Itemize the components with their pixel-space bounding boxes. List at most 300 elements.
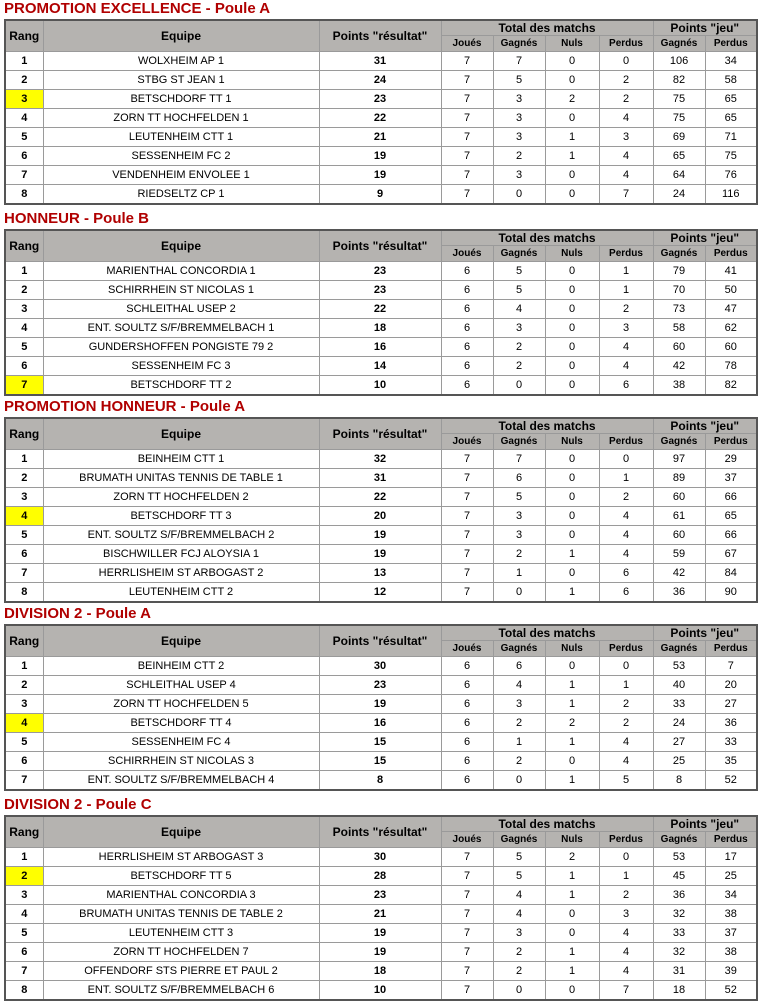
table-row xyxy=(5,147,757,166)
cell-perdus: 4 xyxy=(599,943,653,962)
cell-gagnes: 7 xyxy=(493,450,545,469)
cell-gagnes: 4 xyxy=(493,300,545,319)
cell-points: 22 xyxy=(319,488,441,507)
cell-jeu-perdus: 47 xyxy=(705,300,757,319)
table-header xyxy=(5,816,757,848)
header-rang: Rang xyxy=(5,625,43,657)
cell-points: 12 xyxy=(319,583,441,603)
cell-perdus: 6 xyxy=(599,564,653,583)
cell-rang: 5 xyxy=(5,924,43,943)
cell-gagnes: 1 xyxy=(493,564,545,583)
header-jeu-perdus: Perdus xyxy=(705,246,757,262)
cell-perdus: 1 xyxy=(599,676,653,695)
cell-perdus: 2 xyxy=(599,90,653,109)
cell-jeu-gagnes: 73 xyxy=(653,300,705,319)
cell-points: 19 xyxy=(319,526,441,545)
cell-perdus: 4 xyxy=(599,507,653,526)
cell-jeu-gagnes: 79 xyxy=(653,262,705,281)
table-row xyxy=(5,469,757,488)
cell-rang: 2 xyxy=(5,867,43,886)
cell-points: 19 xyxy=(319,695,441,714)
cell-jeu-gagnes: 106 xyxy=(653,52,705,71)
cell-rang: 7 xyxy=(5,564,43,583)
cell-jeu-gagnes: 25 xyxy=(653,752,705,771)
cell-gagnes: 3 xyxy=(493,924,545,943)
cell-joues: 7 xyxy=(441,109,493,128)
cell-jeu-gagnes: 97 xyxy=(653,450,705,469)
cell-gagnes: 0 xyxy=(493,185,545,205)
header-points-resultat: Points "résultat" xyxy=(319,418,441,450)
cell-jeu-gagnes: 82 xyxy=(653,71,705,90)
cell-perdus: 5 xyxy=(599,771,653,791)
header-jeu-perdus: Perdus xyxy=(705,641,757,657)
cell-equipe: RIEDSELTZ CP 1 xyxy=(43,185,319,205)
cell-rang: 3 xyxy=(5,488,43,507)
header-total-matchs: Total des matchs xyxy=(441,625,653,641)
cell-equipe: BETSCHDORF TT 5 xyxy=(43,867,319,886)
cell-gagnes: 1 xyxy=(493,733,545,752)
cell-perdus: 0 xyxy=(599,848,653,867)
cell-jeu-gagnes: 61 xyxy=(653,507,705,526)
cell-nuls: 1 xyxy=(545,695,599,714)
cell-rang: 2 xyxy=(5,281,43,300)
header-points-resultat: Points "résultat" xyxy=(319,20,441,52)
cell-points: 16 xyxy=(319,338,441,357)
cell-perdus: 3 xyxy=(599,319,653,338)
cell-rang: 2 xyxy=(5,469,43,488)
cell-jeu-perdus: 50 xyxy=(705,281,757,300)
cell-nuls: 0 xyxy=(545,281,599,300)
cell-jeu-perdus: 65 xyxy=(705,109,757,128)
cell-points: 10 xyxy=(319,981,441,1001)
header-perdus: Perdus xyxy=(599,36,653,52)
header-gagnes: Gagnés xyxy=(493,832,545,848)
header-row xyxy=(5,816,757,832)
cell-nuls: 1 xyxy=(545,771,599,791)
cell-perdus: 0 xyxy=(599,52,653,71)
cell-rang: 7 xyxy=(5,771,43,791)
cell-jeu-perdus: 82 xyxy=(705,376,757,396)
cell-jeu-perdus: 38 xyxy=(705,943,757,962)
header-row xyxy=(5,20,757,36)
cell-points: 19 xyxy=(319,545,441,564)
cell-joues: 7 xyxy=(441,905,493,924)
cell-gagnes: 3 xyxy=(493,526,545,545)
cell-equipe: HERRLISHEIM ST ARBOGAST 3 xyxy=(43,848,319,867)
cell-points: 30 xyxy=(319,657,441,676)
header-points-jeu: Points "jeu" xyxy=(653,230,757,246)
cell-joues: 6 xyxy=(441,376,493,396)
cell-jeu-perdus: 65 xyxy=(705,507,757,526)
cell-rang: 2 xyxy=(5,676,43,695)
cell-rang: 7 xyxy=(5,376,43,396)
cell-gagnes: 6 xyxy=(493,657,545,676)
table-row xyxy=(5,300,757,319)
cell-nuls: 2 xyxy=(545,90,599,109)
cell-nuls: 1 xyxy=(545,583,599,603)
cell-jeu-perdus: 84 xyxy=(705,564,757,583)
table-row xyxy=(5,526,757,545)
cell-rang: 2 xyxy=(5,71,43,90)
cell-equipe: BETSCHDORF TT 2 xyxy=(43,376,319,396)
cell-nuls: 1 xyxy=(545,128,599,147)
cell-gagnes: 4 xyxy=(493,676,545,695)
header-rang: Rang xyxy=(5,418,43,450)
cell-equipe: STBG ST JEAN 1 xyxy=(43,71,319,90)
cell-rang: 1 xyxy=(5,52,43,71)
table-body xyxy=(5,848,757,1001)
cell-rang: 4 xyxy=(5,319,43,338)
cell-perdus: 4 xyxy=(599,526,653,545)
table-row xyxy=(5,357,757,376)
cell-equipe: SESSENHEIM FC 4 xyxy=(43,733,319,752)
cell-joues: 7 xyxy=(441,583,493,603)
cell-equipe: ENT. SOULTZ S/F/BREMMELBACH 1 xyxy=(43,319,319,338)
cell-joues: 6 xyxy=(441,262,493,281)
cell-nuls: 0 xyxy=(545,657,599,676)
cell-jeu-perdus: 37 xyxy=(705,469,757,488)
section-title: DIVISION 2 - Poule C xyxy=(4,796,152,813)
cell-joues: 7 xyxy=(441,981,493,1001)
cell-jeu-gagnes: 40 xyxy=(653,676,705,695)
cell-joues: 7 xyxy=(441,147,493,166)
cell-jeu-perdus: 71 xyxy=(705,128,757,147)
cell-gagnes: 0 xyxy=(493,583,545,603)
cell-points: 31 xyxy=(319,52,441,71)
cell-jeu-perdus: 20 xyxy=(705,676,757,695)
header-total-matchs: Total des matchs xyxy=(441,20,653,36)
cell-equipe: SCHLEITHAL USEP 2 xyxy=(43,300,319,319)
cell-jeu-perdus: 33 xyxy=(705,733,757,752)
cell-points: 19 xyxy=(319,924,441,943)
cell-joues: 7 xyxy=(441,469,493,488)
standings-table xyxy=(4,624,758,791)
header-row xyxy=(5,230,757,246)
header-jeu-perdus: Perdus xyxy=(705,434,757,450)
cell-gagnes: 5 xyxy=(493,848,545,867)
cell-joues: 7 xyxy=(441,71,493,90)
header-gagnes: Gagnés xyxy=(493,434,545,450)
table-row xyxy=(5,376,757,396)
cell-points: 18 xyxy=(319,962,441,981)
table-row xyxy=(5,109,757,128)
cell-rang: 3 xyxy=(5,90,43,109)
header-perdus: Perdus xyxy=(599,641,653,657)
cell-jeu-gagnes: 8 xyxy=(653,771,705,791)
cell-gagnes: 3 xyxy=(493,319,545,338)
cell-perdus: 4 xyxy=(599,166,653,185)
cell-nuls: 0 xyxy=(545,338,599,357)
cell-nuls: 0 xyxy=(545,981,599,1001)
header-perdus: Perdus xyxy=(599,246,653,262)
cell-equipe: LEUTENHEIM CTT 1 xyxy=(43,128,319,147)
table-row xyxy=(5,676,757,695)
cell-jeu-perdus: 52 xyxy=(705,981,757,1001)
cell-perdus: 4 xyxy=(599,338,653,357)
cell-jeu-perdus: 116 xyxy=(705,185,757,205)
table-row xyxy=(5,545,757,564)
cell-joues: 7 xyxy=(441,943,493,962)
cell-joues: 6 xyxy=(441,676,493,695)
cell-jeu-gagnes: 36 xyxy=(653,886,705,905)
cell-jeu-gagnes: 75 xyxy=(653,90,705,109)
cell-joues: 7 xyxy=(441,886,493,905)
cell-equipe: GUNDERSHOFFEN PONGISTE 79 2 xyxy=(43,338,319,357)
header-equipe: Equipe xyxy=(43,816,319,848)
cell-rang: 3 xyxy=(5,695,43,714)
cell-jeu-perdus: 27 xyxy=(705,695,757,714)
cell-joues: 6 xyxy=(441,752,493,771)
header-jeu-gagnes: Gagnés xyxy=(653,434,705,450)
cell-rang: 5 xyxy=(5,128,43,147)
cell-perdus: 4 xyxy=(599,147,653,166)
cell-jeu-perdus: 90 xyxy=(705,583,757,603)
header-jeu-perdus: Perdus xyxy=(705,36,757,52)
table-row xyxy=(5,262,757,281)
cell-rang: 8 xyxy=(5,981,43,1001)
header-jeu-gagnes: Gagnés xyxy=(653,36,705,52)
cell-nuls: 0 xyxy=(545,166,599,185)
cell-nuls: 0 xyxy=(545,905,599,924)
table-body xyxy=(5,450,757,603)
cell-joues: 7 xyxy=(441,185,493,205)
cell-perdus: 2 xyxy=(599,714,653,733)
cell-rang: 3 xyxy=(5,886,43,905)
cell-joues: 7 xyxy=(441,564,493,583)
standings-table xyxy=(4,815,758,1001)
header-points-jeu: Points "jeu" xyxy=(653,418,757,434)
cell-gagnes: 3 xyxy=(493,109,545,128)
cell-joues: 7 xyxy=(441,867,493,886)
table-row xyxy=(5,488,757,507)
cell-joues: 7 xyxy=(441,166,493,185)
cell-jeu-gagnes: 33 xyxy=(653,924,705,943)
header-equipe: Equipe xyxy=(43,625,319,657)
cell-jeu-perdus: 39 xyxy=(705,962,757,981)
cell-perdus: 0 xyxy=(599,450,653,469)
cell-gagnes: 2 xyxy=(493,752,545,771)
cell-joues: 7 xyxy=(441,52,493,71)
cell-nuls: 0 xyxy=(545,262,599,281)
cell-gagnes: 5 xyxy=(493,867,545,886)
cell-equipe: MARIENTHAL CONCORDIA 1 xyxy=(43,262,319,281)
section-title: DIVISION 2 - Poule A xyxy=(4,605,151,622)
standings-table xyxy=(4,19,758,205)
cell-nuls: 1 xyxy=(545,943,599,962)
cell-equipe: ENT. SOULTZ S/F/BREMMELBACH 2 xyxy=(43,526,319,545)
cell-nuls: 2 xyxy=(545,714,599,733)
cell-rang: 6 xyxy=(5,147,43,166)
cell-joues: 6 xyxy=(441,695,493,714)
cell-equipe: ZORN TT HOCHFELDEN 7 xyxy=(43,943,319,962)
table-row xyxy=(5,886,757,905)
cell-equipe: SESSENHEIM FC 2 xyxy=(43,147,319,166)
cell-joues: 7 xyxy=(441,488,493,507)
cell-jeu-gagnes: 60 xyxy=(653,488,705,507)
cell-jeu-perdus: 58 xyxy=(705,71,757,90)
cell-equipe: SCHIRRHEIN ST NICOLAS 3 xyxy=(43,752,319,771)
table-row xyxy=(5,657,757,676)
cell-equipe: ZORN TT HOCHFELDEN 5 xyxy=(43,695,319,714)
cell-nuls: 0 xyxy=(545,319,599,338)
cell-perdus: 4 xyxy=(599,752,653,771)
cell-jeu-perdus: 66 xyxy=(705,488,757,507)
cell-joues: 6 xyxy=(441,657,493,676)
section-title: PROMOTION HONNEUR - Poule A xyxy=(4,398,246,415)
cell-joues: 6 xyxy=(441,714,493,733)
cell-perdus: 6 xyxy=(599,376,653,396)
table-header xyxy=(5,418,757,450)
cell-jeu-perdus: 36 xyxy=(705,714,757,733)
cell-jeu-perdus: 7 xyxy=(705,657,757,676)
cell-gagnes: 3 xyxy=(493,166,545,185)
header-points-resultat: Points "résultat" xyxy=(319,230,441,262)
header-joues: Joués xyxy=(441,36,493,52)
cell-jeu-perdus: 34 xyxy=(705,886,757,905)
cell-equipe: WOLXHEIM AP 1 xyxy=(43,52,319,71)
cell-perdus: 0 xyxy=(599,657,653,676)
cell-rang: 4 xyxy=(5,714,43,733)
cell-gagnes: 4 xyxy=(493,905,545,924)
cell-equipe: SESSENHEIM FC 3 xyxy=(43,357,319,376)
header-gagnes: Gagnés xyxy=(493,641,545,657)
cell-points: 31 xyxy=(319,469,441,488)
cell-jeu-gagnes: 42 xyxy=(653,564,705,583)
header-rang: Rang xyxy=(5,816,43,848)
cell-nuls: 0 xyxy=(545,185,599,205)
header-gagnes: Gagnés xyxy=(493,36,545,52)
header-nuls: Nuls xyxy=(545,832,599,848)
cell-jeu-gagnes: 53 xyxy=(653,657,705,676)
cell-jeu-gagnes: 75 xyxy=(653,109,705,128)
cell-gagnes: 0 xyxy=(493,771,545,791)
cell-nuls: 0 xyxy=(545,488,599,507)
cell-equipe: BEINHEIM CTT 2 xyxy=(43,657,319,676)
cell-equipe: BEINHEIM CTT 1 xyxy=(43,450,319,469)
table-row xyxy=(5,71,757,90)
cell-nuls: 0 xyxy=(545,450,599,469)
header-total-matchs: Total des matchs xyxy=(441,816,653,832)
section-title: PROMOTION EXCELLENCE - Poule A xyxy=(4,0,271,17)
cell-gagnes: 2 xyxy=(493,714,545,733)
cell-gagnes: 3 xyxy=(493,128,545,147)
cell-gagnes: 5 xyxy=(493,262,545,281)
header-jeu-perdus: Perdus xyxy=(705,832,757,848)
cell-rang: 1 xyxy=(5,262,43,281)
cell-joues: 6 xyxy=(441,319,493,338)
cell-rang: 1 xyxy=(5,450,43,469)
header-equipe: Equipe xyxy=(43,230,319,262)
header-perdus: Perdus xyxy=(599,832,653,848)
cell-equipe: HERRLISHEIM ST ARBOGAST 2 xyxy=(43,564,319,583)
cell-perdus: 4 xyxy=(599,545,653,564)
cell-points: 21 xyxy=(319,128,441,147)
cell-equipe: SCHLEITHAL USEP 4 xyxy=(43,676,319,695)
table-row xyxy=(5,981,757,1001)
cell-joues: 7 xyxy=(441,545,493,564)
cell-jeu-perdus: 29 xyxy=(705,450,757,469)
header-joues: Joués xyxy=(441,434,493,450)
cell-gagnes: 3 xyxy=(493,507,545,526)
header-jeu-gagnes: Gagnés xyxy=(653,641,705,657)
cell-gagnes: 0 xyxy=(493,981,545,1001)
table-row xyxy=(5,128,757,147)
cell-jeu-perdus: 65 xyxy=(705,90,757,109)
cell-nuls: 0 xyxy=(545,469,599,488)
cell-points: 20 xyxy=(319,507,441,526)
table-row xyxy=(5,867,757,886)
header-nuls: Nuls xyxy=(545,641,599,657)
cell-perdus: 2 xyxy=(599,71,653,90)
header-points-resultat: Points "résultat" xyxy=(319,625,441,657)
cell-nuls: 0 xyxy=(545,109,599,128)
cell-points: 23 xyxy=(319,262,441,281)
section-title: HONNEUR - Poule B xyxy=(4,210,150,227)
table-body xyxy=(5,262,757,396)
table-header xyxy=(5,230,757,262)
cell-perdus: 7 xyxy=(599,185,653,205)
cell-jeu-perdus: 60 xyxy=(705,338,757,357)
cell-nuls: 0 xyxy=(545,52,599,71)
cell-nuls: 1 xyxy=(545,867,599,886)
table-row xyxy=(5,848,757,867)
table-row xyxy=(5,338,757,357)
cell-rang: 6 xyxy=(5,357,43,376)
header-jeu-gagnes: Gagnés xyxy=(653,246,705,262)
cell-joues: 6 xyxy=(441,771,493,791)
cell-points: 8 xyxy=(319,771,441,791)
cell-jeu-perdus: 62 xyxy=(705,319,757,338)
cell-rang: 4 xyxy=(5,109,43,128)
header-total-matchs: Total des matchs xyxy=(441,230,653,246)
cell-gagnes: 7 xyxy=(493,52,545,71)
table-row xyxy=(5,771,757,791)
cell-rang: 8 xyxy=(5,185,43,205)
cell-jeu-gagnes: 27 xyxy=(653,733,705,752)
cell-jeu-gagnes: 24 xyxy=(653,185,705,205)
cell-equipe: LEUTENHEIM CTT 2 xyxy=(43,583,319,603)
header-points-jeu: Points "jeu" xyxy=(653,625,757,641)
cell-gagnes: 4 xyxy=(493,886,545,905)
cell-rang: 1 xyxy=(5,848,43,867)
cell-equipe: BETSCHDORF TT 4 xyxy=(43,714,319,733)
cell-points: 23 xyxy=(319,90,441,109)
cell-equipe: VENDENHEIM ENVOLEE 1 xyxy=(43,166,319,185)
cell-jeu-perdus: 67 xyxy=(705,545,757,564)
header-points-jeu: Points "jeu" xyxy=(653,816,757,832)
cell-jeu-perdus: 76 xyxy=(705,166,757,185)
header-points-resultat: Points "résultat" xyxy=(319,816,441,848)
cell-nuls: 1 xyxy=(545,147,599,166)
cell-equipe: SCHIRRHEIN ST NICOLAS 1 xyxy=(43,281,319,300)
cell-jeu-perdus: 41 xyxy=(705,262,757,281)
cell-jeu-perdus: 78 xyxy=(705,357,757,376)
table-row xyxy=(5,90,757,109)
cell-equipe: BRUMATH UNITAS TENNIS DE TABLE 2 xyxy=(43,905,319,924)
cell-joues: 7 xyxy=(441,848,493,867)
header-rang: Rang xyxy=(5,20,43,52)
cell-gagnes: 6 xyxy=(493,469,545,488)
cell-points: 28 xyxy=(319,867,441,886)
cell-jeu-gagnes: 32 xyxy=(653,905,705,924)
cell-rang: 3 xyxy=(5,300,43,319)
header-perdus: Perdus xyxy=(599,434,653,450)
cell-points: 19 xyxy=(319,147,441,166)
cell-equipe: ENT. SOULTZ S/F/BREMMELBACH 4 xyxy=(43,771,319,791)
cell-joues: 6 xyxy=(441,733,493,752)
cell-joues: 6 xyxy=(441,300,493,319)
cell-perdus: 4 xyxy=(599,924,653,943)
